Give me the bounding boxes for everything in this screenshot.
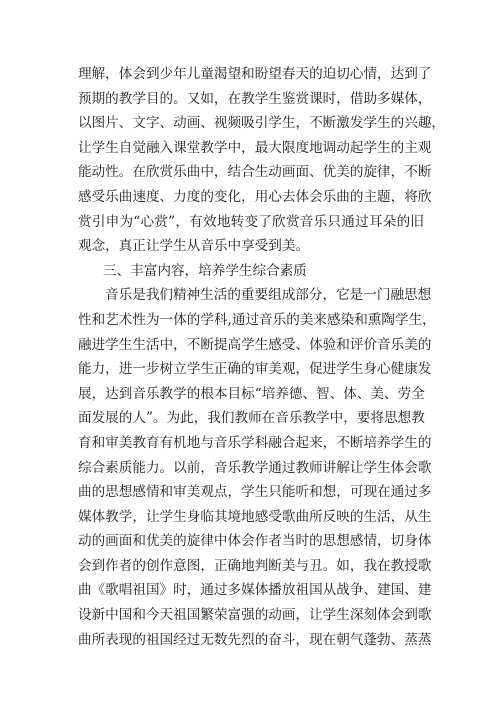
paragraph-line: 感受乐曲速度、力度的变化，用心去体会乐曲的主题，将欣 [78,188,432,205]
paragraph-1 [78,62,446,259]
paragraph-line: 理解，体会到少年儿童渴望和盼望春天的迫切心情，达到了 [78,66,432,82]
paragraph-line: 以图片、文字、动画、视频吸引学生，不断激发学生的兴趣， [78,115,446,132]
paragraph-line: 让学生自觉融入课堂教学中，最大限度地调动起学生的主观 [78,139,432,156]
paragraph-line: 会到作者的创作意图，正确地判断美与丑。如，我在教授歌 [78,557,432,574]
paragraph-line: 融进学生生活中，不断提高学生感受、体验和评价音乐美的 [78,336,432,353]
document-page [78,62,446,652]
paragraph-line: 设新中国和今天祖国繁荣富强的动画，让学生深刻体会到歌 [78,607,432,624]
paragraph-line: 曲的思想感情和审美观点，学生只能听和想，可现在通过多 [78,484,432,501]
paragraph-line: 赏引申为“心赏”，有效地转变了欣赏音乐只通过耳朵的旧 [78,213,424,230]
paragraph-line: 能动性。在欣赏乐曲中，结合生动画面、优美的旋律，不断 [78,164,432,181]
section-heading: 三、丰富内容，培养学生综合素质 [103,262,307,279]
paragraph-line: 面发展的人”。为此，我们教师在音乐教学中，要将思想教 [78,410,425,427]
paragraph-line: 展，达到音乐教学的根本目标“培养德、智、体、美、劳全 [78,385,425,402]
paragraph-line: 综合素质能力。以前，音乐教学通过教师讲解让学生体会歌 [78,459,432,476]
paragraph-line: 性和艺术性为一体的学科,通过音乐的美来感染和熏陶学生， [78,311,436,328]
paragraph-line: 能力，进一步树立学生正确的审美观，促进学生身心健康发 [78,361,432,378]
paragraph-line: 音乐是我们精神生活的重要组成部分，它是一门融思想 [105,287,432,304]
paragraph-line: 观念，真正让学生从音乐中享受到美。 [78,238,310,255]
paragraph-line: 媒体教学，让学生身临其境地感受歌曲所反映的生活，从生 [78,508,432,525]
paragraph-line: 曲《歌唱祖国》时，通过多媒体播放祖国从战争、建国、建 [78,582,432,599]
paragraph-line: 育和审美教育有机地与音乐学科融合起来，不断培养学生的 [78,434,432,451]
paragraph-2 [78,283,436,652]
paragraph-line: 曲所表现的祖国经过无数先烈的奋斗，现在朝气蓬勃、蒸蒸 [78,631,432,648]
paragraph-line: 动的画面和优美的旋律中体会作者当时的思想感情，切身体 [78,533,432,550]
paragraph-line: 预期的教学目的。又如，在教学生鉴赏课时，借助多媒体， [78,90,432,107]
